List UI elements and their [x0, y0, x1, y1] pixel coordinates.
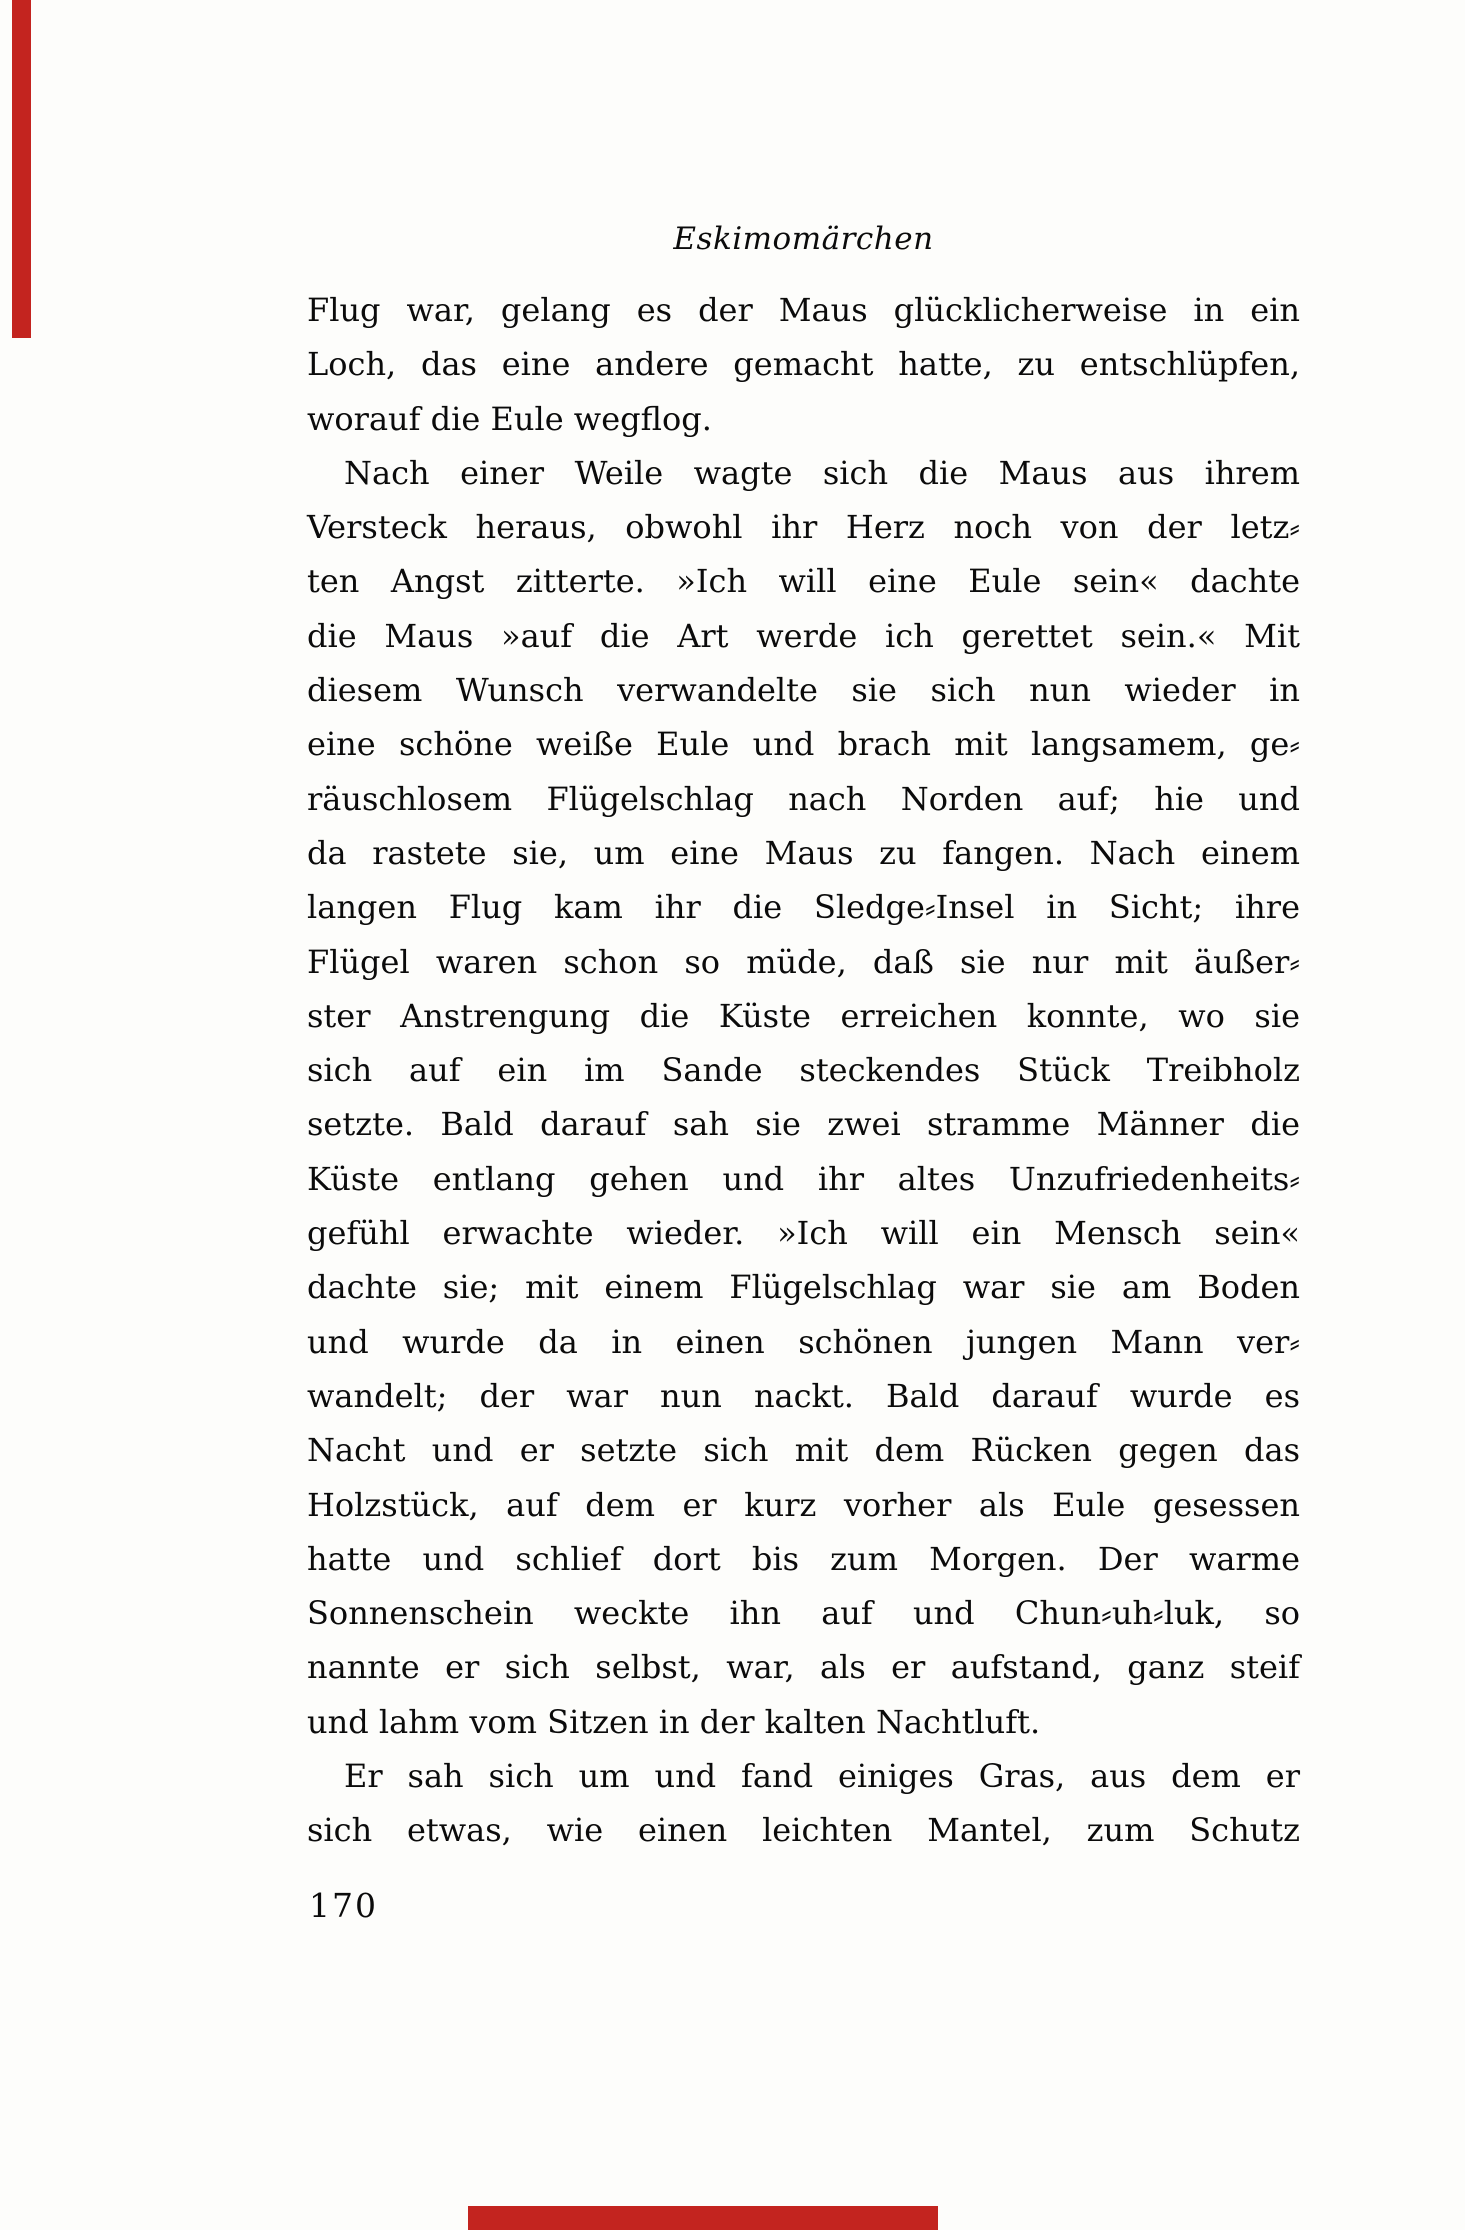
text-line: ten Angst zitterte. »Ich will eine Eule sein« dachte: [307, 562, 1300, 601]
text-line: worauf die Eule wegflog.: [307, 399, 712, 438]
text-line: Er sah sich um und fand einiges Gras, aus dem er: [344, 1757, 1300, 1796]
text-line: sich auf ein im Sande steckendes Stück Treibholz: [307, 1051, 1300, 1090]
text-line: sich etwas, wie einen leichten Mantel, zum Schutz: [307, 1811, 1300, 1850]
text-line: Nacht und er setzte sich mit dem Rücken gegen das: [307, 1431, 1300, 1470]
text-line: Küste entlang gehen und ihr altes Unzufriedenheits⸗: [307, 1159, 1300, 1198]
text-line: da rastete sie, um eine Maus zu fangen. Nach einem: [307, 833, 1300, 872]
text-line: eine schöne weiße Eule und brach mit langsamem, ge⸗: [307, 725, 1300, 764]
text-line: und wurde da in einen schönen jungen Mann ver⸗: [307, 1322, 1300, 1361]
text-line: Flug war, gelang es der Maus glücklicherweise in ein: [307, 291, 1300, 329]
text-line: hatte und schlief dort bis zum Morgen. Der warme: [307, 1539, 1300, 1578]
text-line: Versteck heraus, obwohl ihr Herz noch von der letz⸗: [307, 508, 1300, 547]
text-line: die Maus »auf die Art werde ich gerettet sein.« Mit: [307, 616, 1300, 655]
scan-artifact-bottom-edge: [468, 2206, 938, 2230]
scan-artifact-left-edge: [12, 0, 31, 338]
text-line: ster Anstrengung die Küste erreichen konnte, wo sie: [307, 996, 1300, 1035]
text-line: und lahm vom Sitzen in der kalten Nachtluft.: [307, 1702, 1041, 1741]
text-line: Loch, das eine andere gemacht hatte, zu entschlüpfen,: [307, 345, 1300, 384]
text-line: setzte. Bald darauf sah sie zwei stramme Männer die: [307, 1105, 1300, 1144]
page-number: 170: [309, 1886, 378, 1925]
text-line: dachte sie; mit einem Flügelschlag war sie am Boden: [307, 1268, 1300, 1307]
text-line: Holzstück, auf dem er kurz vorher als Eule gesessen: [307, 1485, 1300, 1524]
text-line: gefühl erwachte wieder. »Ich will ein Mensch sein«: [307, 1214, 1300, 1253]
text-line: Sonnenschein weckte ihn auf und Chun⸗uh⸗luk, so: [307, 1594, 1300, 1633]
text-line: nannte er sich selbst, war, als er aufstand, ganz steif: [307, 1648, 1300, 1687]
text-block: [307, 283, 1300, 1858]
text-line: Flügel waren schon so müde, daß sie nur mit äußer⸗: [307, 942, 1300, 981]
text-line: diesem Wunsch verwandelte sie sich nun wieder in: [307, 671, 1300, 710]
text-line: wandelt; der war nun nackt. Bald darauf wurde es: [307, 1376, 1300, 1415]
text-line: langen Flug kam ihr die Sledge⸗Insel in Sicht; ihre: [307, 888, 1300, 927]
text-line: räuschlosem Flügelschlag nach Norden auf; hie und: [307, 779, 1300, 818]
running-header: Eskimomärchen: [673, 221, 934, 257]
text-line: Nach einer Weile wagte sich die Maus aus ihrem: [344, 453, 1300, 492]
